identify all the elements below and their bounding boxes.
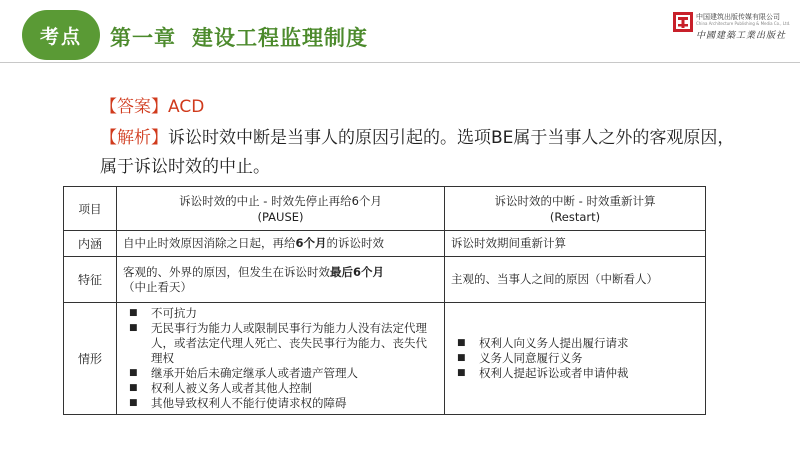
answer-line: [100, 92, 204, 117]
list-item: ■ 继承开始后未确定继承人或者遗产管理人: [123, 366, 438, 381]
list-item: ■ 义务人同意履行义务: [451, 351, 699, 366]
row-label-neihan: 内涵: [64, 231, 117, 257]
header-interruption: [445, 187, 706, 231]
publisher-logo: [672, 10, 790, 44]
row-label-tezheng: 特征: [64, 257, 117, 303]
analysis-label: 【解析】: [100, 128, 168, 148]
neihan-suspension-bold: 6个月: [295, 236, 327, 250]
table-row-neihan: [64, 231, 706, 257]
analysis-text: 诉讼时效中断是当事人的原因引起的。选项BE属于当事人之外的客观原因，属于诉讼时效的中止。: [100, 128, 735, 177]
suspension-list: [123, 306, 438, 411]
publisher-name-script: 中國建築工業出版社: [696, 31, 787, 41]
list-item: ■ 不可抗力: [123, 306, 438, 321]
tezheng-interruption: 主观的、当事人之间的原因（中断看人）: [445, 257, 706, 303]
neihan-suspension-text: 自中止时效原因消除之日起，再给: [123, 236, 296, 250]
qingxing-interruption: [445, 303, 706, 415]
table-row-tezheng: [64, 257, 706, 303]
list-item: ■ 其他导致权利人不能行使请求权的障碍: [123, 396, 438, 411]
topic-badge-label: 考点: [39, 25, 82, 48]
list-item: ■ 无民事行为能力人或限制民事行为能力人没有法定代理人，或者法定代理人死亡、丧失民事行为能力、丧失代理权: [123, 321, 438, 366]
tezheng-suspension-tail: （中止看天）: [123, 279, 192, 294]
list-item: ■ 权利人向义务人提出履行请求: [451, 336, 699, 351]
publisher-emblem-icon: [672, 11, 694, 33]
chapter-number: 第一章: [110, 26, 176, 50]
neihan-suspension-tail: 的诉讼时效: [326, 236, 385, 250]
answer-label: 【答案】: [100, 97, 168, 117]
comparison-table: [63, 186, 706, 415]
tezheng-suspension: [117, 257, 445, 303]
tezheng-suspension-bold: 最后6个月: [330, 264, 385, 279]
table-row-qingxing: [64, 303, 706, 415]
publisher-name-en: China Architecture Publishing & Media Co., Ltd.: [696, 21, 791, 26]
header-interruption-title: 诉讼时效的中断 - 时效重新计算: [494, 193, 656, 208]
header-suspension-title: 诉讼时效的中止 - 时效先停止再给6个月: [179, 193, 382, 208]
header-divider: [0, 62, 800, 63]
row-label-qingxing: 情形: [64, 303, 117, 415]
list-item: ■ 权利人提起诉讼或者申请仲裁: [451, 366, 699, 381]
publisher-name: 中国建筑出版传媒有限公司: [696, 13, 780, 21]
table-header-row: [64, 187, 706, 231]
qingxing-suspension: [117, 303, 445, 415]
header-interruption-sub: (Restart): [549, 209, 601, 224]
header-suspension: [117, 187, 445, 231]
list-item: ■ 权利人被义务人或者其他人控制: [123, 381, 438, 396]
topic-badge: [22, 10, 100, 60]
interruption-list: [451, 336, 699, 381]
neihan-interruption: 诉讼时效期间重新计算: [445, 231, 706, 257]
header-suspension-sub: (PAUSE): [257, 209, 304, 224]
analysis-paragraph: [100, 124, 740, 182]
answer-value: ACD: [168, 97, 205, 117]
tezheng-suspension-text: 客观的、外界的原因，但发生在诉讼时效: [123, 264, 330, 279]
header-item: 项目: [64, 187, 117, 231]
chapter-name: 建设工程监理制度: [192, 26, 368, 50]
neihan-suspension: [117, 231, 445, 257]
chapter-title: [110, 22, 368, 52]
